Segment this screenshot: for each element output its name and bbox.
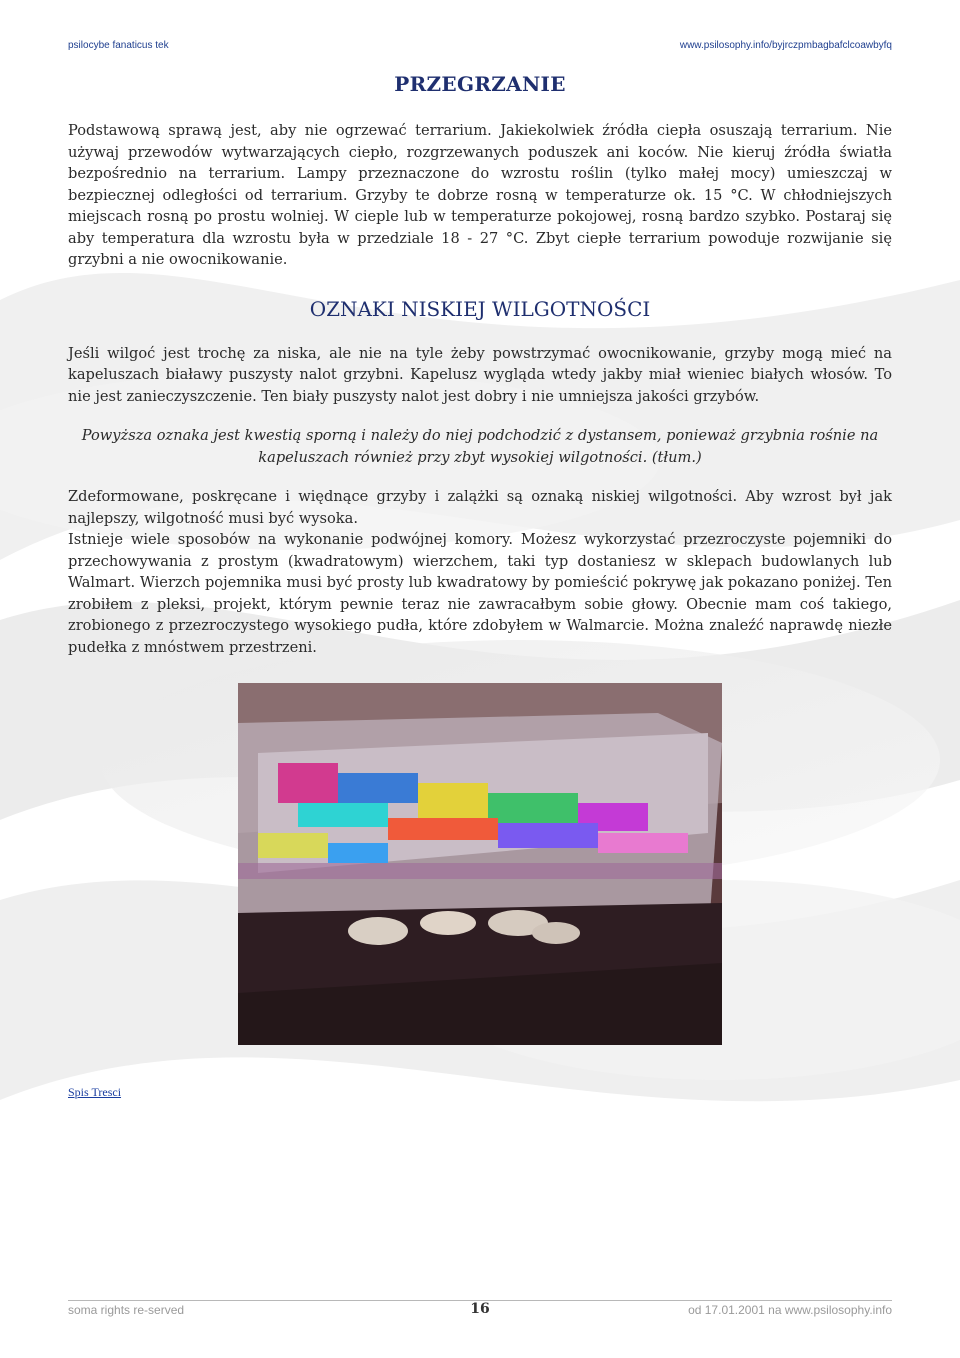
terrarium-photo: [238, 683, 722, 1045]
footer-rights: soma rights re-served: [68, 1303, 185, 1317]
main-content: [68, 72, 892, 658]
table-of-contents-link[interactable]: Spis Tresci: [68, 1085, 122, 1099]
paragraph-double-chamber: Istnieje wiele sposobów na wykonanie podwójnej komory. Możesz wykorzystać przezroczyste pojemniki do przechowywania z prostym (kwadratowym) wierzchem, taki typ dostaniesz w sklepach budowlanych lub Walmart. Wierzch pojemnika musi być prosty lub kwadratowy by pomieścić pokrywę jak pokazano poniżej. Ten zrobiłem z pleksi, projekt, którym pewnie teraz nie zawracałbym sobie głowy. Obecnie mam coś takiego, zrobionego z przezroczystego wysokiego pudła, które zdobyłem w Walmarcie. Można znaleźć naprawdę niezłe pudełka z mnóstwem przestrzeni.: [68, 531, 892, 656]
translator-note: Powyższa oznaka jest kwestią sporną i należy do niej podchodzić z dystansem, ponieważ grzybnia rośnie na kapeluszach również przy zbyt wysokiej wilgotności. (tłum.): [81, 427, 879, 466]
section-title-przegrzanie: PRZEGRZANIE: [394, 72, 566, 96]
paragraph-deformed: Zdeformowane, poskręcane i więdnące grzyby i zalążki są oznaką niskiej wilgotności. Aby wzrost był jak najlepszy, wilgotność musi być wysoka.: [68, 488, 892, 527]
header-left-title: psilocybe fanaticus tek: [68, 40, 169, 51]
footer-source: od 17.01.2001 na www.psilosophy.info: [688, 1303, 892, 1317]
section-title-oznaki: OZNAKI NISKIEJ WILGOTNOŚCI: [309, 296, 651, 321]
paragraph-przegrzanie: Podstawową sprawą jest, aby nie ogrzewać terrarium. Jakiekolwiek źródła ciepła osuszają terrarium. Nie używaj przewodów wytwarzających ciepło, rozgrzewanych poduszek ani koców. Nie kieruj źródła światła bezpośrednio na terrarium. Lampy przeznaczone do wzrostu roślin (tylko małej mocy) umieszczaj w bezpiecznej odległości od terrarium. Grzyby te dobrze rosną w temperaturze ok. 15 °C. W chłodniejszych miejscach rosną po prostu wolniej. W cieple lub w temperaturze pokojowej, rosną bardzo szybko. Postaraj się aby temperatura dla wzrostu była w przedziale 18 - 27 °C. Zbyt ciepłe terrarium powoduje rozwijanie się grzybni a nie owocnikowanie.: [68, 122, 892, 268]
page-number: 16: [470, 1301, 490, 1317]
paragraph-low-humidity: Jeśli wilgoć jest trochę za niska, ale nie na tyle żeby powstrzymać owocnikowanie, grzyby mogą mieć na kapeluszach białawy puszysty nalot grzybni. Kapelusz wygląda wtedy jakby miał wieniec białych włosów. To nie jest zanieczyszczenie. Ten biały puszysty nalot jest dobry i nie umniejsza jakości grzybów.: [68, 344, 892, 405]
header-source-url[interactable]: www.psilosophy.info/byjrczpmbagbafclcoawbyfq: [679, 40, 892, 51]
